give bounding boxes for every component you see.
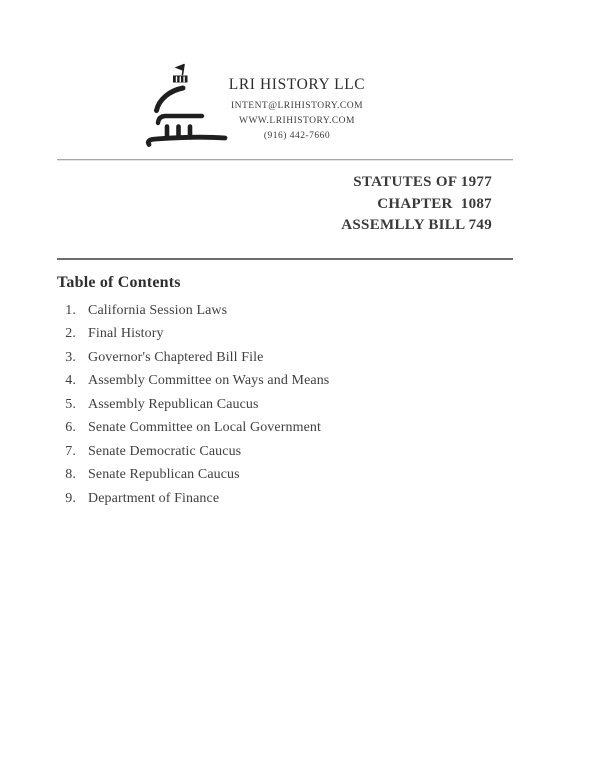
toc-item-number: 2. (65, 326, 76, 342)
toc-item (57, 326, 329, 349)
toc-item (57, 303, 329, 326)
toc-item-number: 7. (65, 443, 76, 459)
email-text: INTENT@LRIHISTORY.COM (230, 101, 364, 111)
toc-item (57, 397, 329, 420)
toc-item-number: 1. (65, 303, 76, 318)
toc-item-label: Assembly Committee on Ways and Means (88, 373, 330, 389)
toc-item-number: 3. (65, 349, 76, 365)
contact-block (147, 99, 447, 144)
toc-item (57, 444, 329, 467)
phone-text: (916) 442-7660 (263, 131, 331, 141)
statutes-line: STATUTES OF 1977 (353, 174, 492, 190)
toc-item-label: California Session Laws (88, 303, 228, 318)
toc-list (57, 303, 329, 514)
header-divider (57, 159, 513, 161)
bill-line: ASSEMLLY BILL 749 (341, 217, 492, 234)
toc-title: Table of Contents (57, 274, 181, 291)
toc-item-number: 5. (65, 396, 76, 412)
toc-item-label: Assembly Republican Caucus (88, 396, 259, 412)
toc-item-number: 4. (65, 373, 76, 389)
toc-item-label: Governor's Chaptered Bill File (88, 349, 264, 365)
toc-item-number: 8. (65, 467, 76, 483)
toc-item (57, 467, 329, 490)
reference-divider (57, 258, 513, 260)
toc-item (57, 491, 329, 514)
toc-item-number: 9. (65, 490, 76, 506)
toc-item-label: Final History (88, 326, 164, 342)
company-name: LRI HISTORY LLC (228, 76, 366, 93)
letterhead (147, 76, 447, 144)
toc-item (57, 350, 329, 373)
toc-item-label: Senate Republican Caucus (88, 467, 240, 483)
toc-item-label: Senate Committee on Local Government (88, 420, 321, 436)
toc-item (57, 420, 329, 443)
toc-item-number: 6. (65, 420, 76, 436)
toc-item-label: Senate Democratic Caucus (88, 443, 242, 459)
website-text: WWW.LRIHISTORY.COM (239, 116, 355, 126)
statute-reference (341, 172, 492, 237)
chapter-line: CHAPTER 1087 (377, 195, 492, 212)
toc-item (57, 373, 329, 396)
toc-item-label: Department of Finance (88, 490, 220, 506)
